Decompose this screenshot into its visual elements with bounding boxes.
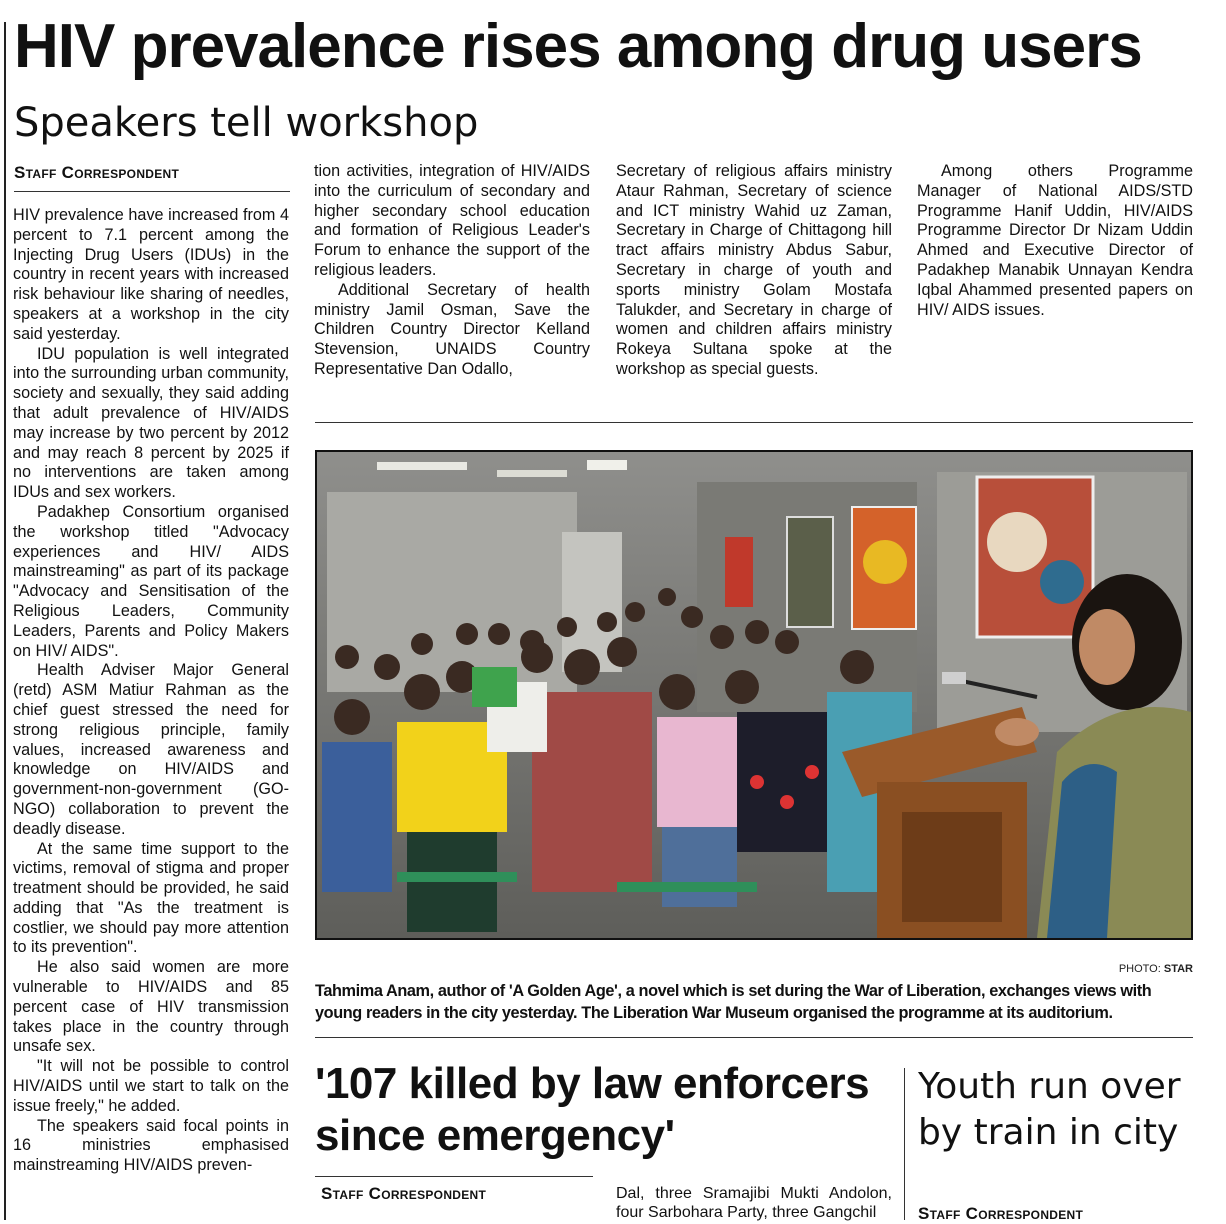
paragraph: Additional Secretary of health ministry Jamil Osman, Save the Children Country Director Kelland Stevension, UNAIDS Country Representative Dan Odallo,: [314, 280, 590, 378]
photo-illustration: [317, 452, 1191, 938]
photo-credit: [1119, 963, 1193, 975]
story2-byline-text: Staff Correspondent: [321, 1184, 487, 1203]
ceiling-light: [587, 460, 627, 470]
article-column-3: [616, 162, 892, 380]
microphone: [942, 672, 966, 684]
byline-text: Staff Correspondent: [14, 163, 180, 182]
person-blue-shirt: [322, 742, 392, 892]
story3-byline: [918, 1204, 1083, 1224]
paragraph: At the same time support to the victims, removal of stigma and proper treatment should be provided, he said adding that "As the treatment is costlier, we should pay more attention to its prevention".: [13, 839, 289, 957]
paragraph: The speakers said focal points in 16 ministries emphasised mainstreaming HIV/AIDS preven-: [13, 1116, 289, 1175]
byline-rule: [14, 191, 290, 192]
paragraph: Padakhep Consortium organised the workshop titled "Advocacy experiences and HIV/ AIDS mainstreaming" as part of its package "Advocacy and Sensitisation of the Religious Leaders, Community Leaders, Parents and Policy Makers on HIV/ AIDS".: [13, 502, 289, 660]
story2-byline-rule-top: [315, 1176, 593, 1177]
paragraph: Among others Programme Manager of National AIDS/STD Programme Hanif Uddin, HIV/AIDS Programme Director Dr Nizam Uddin Ahmed and Executive Director of Padakhep Manabik Unnayan Kendra Iqbal Ahammed presented papers on HIV/ AIDS issues.: [917, 162, 1193, 319]
story3-column-rule: [904, 1068, 905, 1220]
paragraph: Health Adviser Major General (retd) ASM Matiur Rahman as the chief guest stressed the need for strong religious principle, family values, increased awareness and knowledge on HIV/AIDS and government-non-government (GO-NGO) collaboration to prevent the deadly disease.: [13, 661, 289, 838]
article-column-1: [13, 206, 289, 1176]
photo-caption: Tahmima Anam, author of 'A Golden Age', a novel which is set during the War of Liberation, exchanges views with young readers in the city yesterday. The Liberation War Museum organised the programme at its auditorium.: [315, 982, 1152, 1022]
paragraph: IDU population is well integrated into the surrounding urban community, society and sexually, they said adding that adult prevalence of HIV/AIDS may increase by two percent by 2012 and may reach 8 percent by 2025 if no interventions are taken among IDUs and sex workers.: [13, 344, 289, 502]
ceiling-light: [377, 462, 467, 470]
workshop-photo: [315, 450, 1193, 940]
left-margin-rule: [4, 22, 6, 1220]
ceiling-light: [497, 470, 567, 477]
photo-credit-source: STAR: [1163, 963, 1193, 975]
paragraph: HIV prevalence have increased from 4 percent to 7.1 percent among the Injecting Drug Users (IDUs) in the country in recent years with increased risk behaviour like sharing of needles, speakers at a workshop in the city said yesterday.: [13, 206, 289, 343]
story2-byline: [321, 1184, 486, 1204]
article-column-4: [917, 162, 1193, 320]
painting: [725, 537, 753, 607]
paragraph: He also said women are more vulnerable to HIV/AIDS and 85 percent case of HIV transmission takes place in the country through unsafe sex.: [13, 958, 289, 1056]
story2-headline: '107 killed by law enforcers since emergency': [315, 1059, 870, 1160]
article-headline: HIV prevalence rises among drug users: [14, 12, 1142, 81]
paragraph: Secretary of religious affairs ministry Ataur Rahman, Secretary of science and ICT ministry Wahid uz Zaman, Secretary in Charge of Chittagong hill tract affairs ministry Abdus Sabur, Secretary in charge of youth and sports ministry Golam Mostafa Talukder, and Secretary in charge of women and children affairs ministry Rokeya Sultana spoke at the workshop as special guests.: [616, 162, 892, 378]
paragraph: "It will not be possible to control HIV/AIDS until we start to talk on the issue freely," he added.: [13, 1057, 289, 1115]
person-pink-top: [657, 717, 737, 827]
article-byline: [14, 163, 179, 183]
photo-top-rule: [315, 422, 1193, 423]
story3-byline-text: Staff Correspondent: [918, 1204, 1084, 1223]
article-column-2: [314, 162, 590, 380]
article-subheadline: Speakers tell workshop: [14, 100, 479, 146]
story3-headline: Youth run over by train in city: [918, 1066, 1181, 1153]
story2-snippet: Dal, three Sramajibi Mukti Andolon, four Sarbohara Party, three Gangchil: [616, 1185, 892, 1221]
caption-bottom-rule: [315, 1037, 1193, 1038]
paragraph: tion activities, integration of HIV/AIDS into the curriculum of secondary and higher secondary school education and formation of Religious Leader's Forum to enhance the support of the religious leaders.: [314, 162, 590, 279]
painting: [787, 517, 833, 627]
person-red-dress: [532, 692, 652, 892]
photo-credit-prefix: PHOTO:: [1118, 963, 1164, 975]
speaker-face: [1079, 609, 1135, 685]
